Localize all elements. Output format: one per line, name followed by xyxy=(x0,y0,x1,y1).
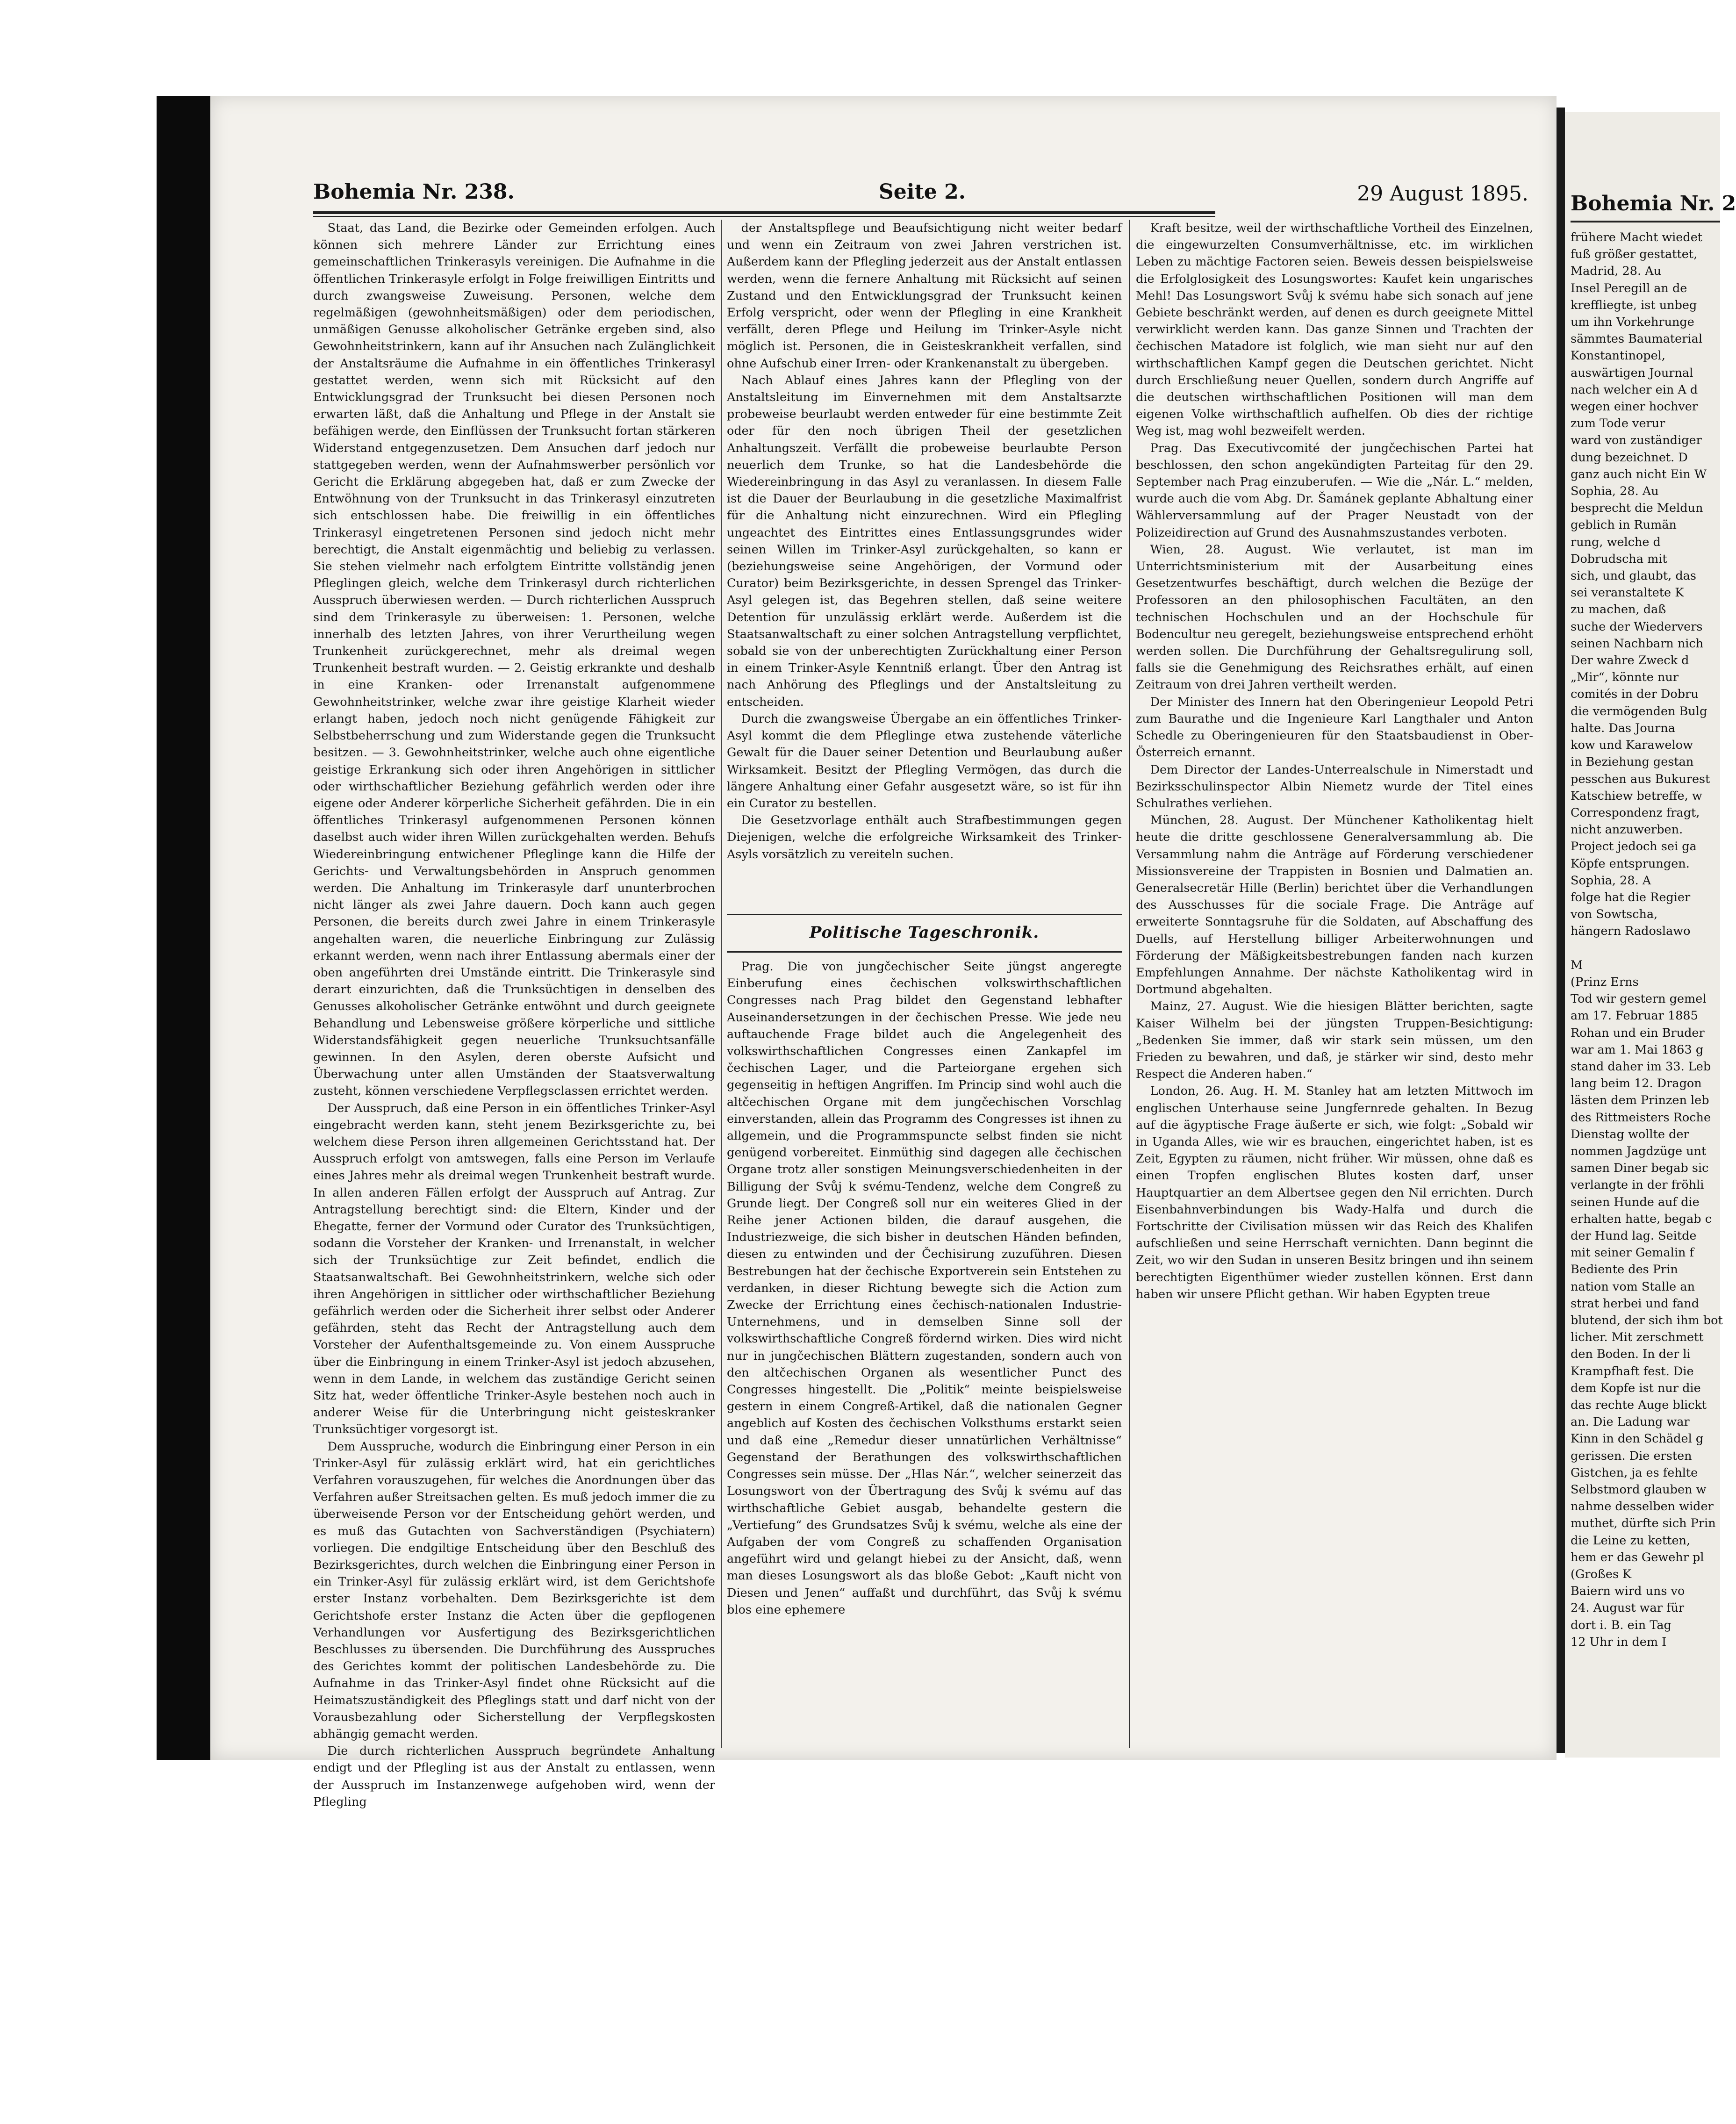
article-column-2-top xyxy=(727,220,1122,907)
page-header xyxy=(313,180,1528,208)
section-rule xyxy=(727,914,1122,915)
text-line: geblich in Rumän xyxy=(1571,518,1677,532)
text-line: Sophia, 28. A xyxy=(1571,873,1651,888)
section-rule xyxy=(727,951,1122,953)
text-line: dem Kopfe ist nur die xyxy=(1571,1381,1701,1395)
paragraph: Dem Ausspruche, wodurch die Einbringung einer Person in ein Trinker-Asyl für zulässig erklärt wird, hat ein gerichtliches Verfahren vorauszugehen, für welches die Anordnungen über das Verfahren außer Streitsachen gelten. Es muß jedoch immer die zu überweisende Person vor der Entscheidung gehört werden, und es muß das Gutachten von Sachverständigen (Psychiatern) vorliegen. Die endgiltige Entscheidung über den Beschluß des Bezirksgerichtes, durch welchen die Einbringung einer Person in ein Trinker-Asyl für zulässig erklärt wird, ist dem Gerichtshofe erster Instanz vorbehalten. Dem Bezirksgerichte ist dem Gerichtshofe erster Instanz die Acten über die gepflogenen Verhandlungen vor Ausfertigung des Bezirksgerichtlichen Beschlusses zu übersenden. Die Durchführung des Ausspruches des Gerichtes kommt der politischen Landesbehörde zu. Die Aufnahme in das Trinker-Asyl findet ohne Rücksicht auf die Heimatszuständigkeit des Pfleglings statt und darf nicht von der Vorausbezahlung oder Sicherstellung der Verpflegskosten abhängig gemacht werden. xyxy=(313,1439,715,1742)
text-line: Kinn in den Schädel g xyxy=(1571,1432,1704,1446)
text-line: Köpfe entsprungen. xyxy=(1571,856,1690,871)
text-line: fuß größer gestattet, xyxy=(1571,247,1698,262)
text-line: Der wahre Zweck d xyxy=(1571,653,1689,668)
issue-date: 29 August 1895. xyxy=(1357,182,1528,206)
header-rule xyxy=(1571,221,1720,222)
text-line: wegen einer hochver xyxy=(1571,400,1698,414)
text-line: halte. Das Journa xyxy=(1571,721,1675,735)
text-line: rung, welche d xyxy=(1571,535,1661,549)
text-line: nach welcher ein A d xyxy=(1571,382,1698,397)
text-line: seinen Nachbarn nich xyxy=(1571,636,1704,651)
paragraph: der Anstaltspflege und Beaufsichtigung nicht weiter bedarf und wenn ein Zeitraum von zwei Jahren verstrichen ist. Außerdem kann der Pflegling jederzeit aus der Anstalt entlassen werden, wenn die fernere Anhaltung mit Rücksicht auf seinen Zustand und den Entwicklungsgrad der Trunksucht keinen Erfolg verspricht, oder wenn der Pflegling in eine Krankheit verfällt, deren Pflege und Heilung im Trinker-Asyle nicht möglich ist. Personen, die in Geisteskrankheit verfallen, sind ohne Aufschub einer Irren- oder Krankenanstalt zu übergeben. xyxy=(727,221,1122,371)
text-line: nation vom Stalle an xyxy=(1571,1279,1695,1294)
text-line: Baiern wird uns vo xyxy=(1571,1584,1685,1599)
paragraph: Wien, 28. August. Wie verlautet, ist man im Unterrichtsministerium mit der Ausarbeitung eines Gesetzentwurfes beschäftigt, durch welchen die Bezüge der Professoren an den philosophischen Facultäten, an den technischen Hochschulen und an der Hochschule für Bodencultur neu geregelt, beziehungsweise entsprechend erhöht werden sollen. Die Durchführung der Gehaltsregulirung soll, falls sie die Genehmigung des Reichsrathes erhält, auf einen Zeitraum von drei Jahren vertheilt werden. xyxy=(1136,542,1533,692)
paragraph: Prag. Das Executivcomité der jungčechischen Partei hat beschlossen, den schon angekündigten Parteitag für den 29. September nach Prag einzuberufen. — Wie die „Nár. L.“ melden, wurde auch die vom Abg. Dr. Šamánek geplante Abhaltung einer Wählerversammlung auf der Prager Neustadt von der Polizeidirection auf Grund des Ausnahmszustandes verboten. xyxy=(1136,441,1533,540)
text-line: der Hund lag. Seitde xyxy=(1571,1228,1697,1243)
column-divider xyxy=(721,220,722,1748)
text-line: Selbstmord glauben w xyxy=(1571,1483,1707,1497)
text-line: folge hat die Regier xyxy=(1571,890,1691,904)
text-line: gerissen. Die ersten xyxy=(1571,1449,1692,1463)
text-line: in Beziehung gestan xyxy=(1571,755,1694,769)
text-line: samen Diner begab sic xyxy=(1571,1161,1709,1176)
text-line: sich, und glaubt, das xyxy=(1571,569,1696,583)
text-line: seinen Hunde auf die xyxy=(1571,1195,1700,1209)
text-line: des Rittmeisters Roche xyxy=(1571,1110,1711,1125)
text-line xyxy=(1571,940,1720,957)
text-line: sämmtes Baumaterial xyxy=(1571,332,1702,346)
text-line: dung bezeichnet. D xyxy=(1571,450,1688,465)
text-line: Rohan und ein Bruder xyxy=(1571,1026,1705,1040)
text-line: zum Tode verur xyxy=(1571,416,1665,431)
text-line: (Großes K xyxy=(1571,1567,1632,1582)
paragraph: Kraft besitze, weil der wirthschaftliche Vortheil des Einzelnen, die eingewurzelten Consumverhältnisse, etc. im wirklichen Leben zu mächtige Factoren seien. Beweis dessen beispielsweise die Erfolglosigkeit des Losungswortes: Kaufet kein ungarisches Mehl! Das Losungswort Svůj k svému habe sich sonach auf jene Gebiete beschränkt werden, auf denen es durch geeignete Mittel verwirklicht werden kann. Das ganze Sinnen und Trachten der čechischen Matadore ist folglich, wie man sieht nur auf den wirthschaftlichen Kampf gegen die Deutschen gerichtet. Nicht durch Erschließung neuer Quellen, sondern durch Angriffe auf die deutschen wirthschaftlichen Positionen will man dem eigenen Volke wirthschaftlich aufhelfen. Ob dies der richtige Weg ist, mag wohl bezweifelt werden. xyxy=(1136,221,1533,438)
paragraph: London, 26. Aug. H. M. Stanley hat am letzten Mittwoch im englischen Unterhause seine Jungfernrede gehalten. In Bezug auf die ägyptische Frage äußerte er sich, wie folgt: „Sobald wir in Uganda Alles, wie wir es brauchen, eingerichtet haben, ist es Zeit, Egypten zu räumen, nicht früher. Wir müssen, ohne daß es einen Tropfen englischen Blutes kosten darf, unser Hauptquartier an dem Albertsee gegen den Nil errichten. Durch Eisenbahnverbindungen bis Wady-Halfa und durch die Fortschritte der Civilisation müssen wir das Reich des Khalifen aufschließen und seine Herrschaft vernichten. Dann beginnt die Zeit, wo wir den Sudan in unseren Besitz bringen und ihn seinem berechtigten Eigenthümer wieder zustellen können. Erst dann haben wir unsere Pflicht gethan. Wir haben Egypten treue xyxy=(1136,1084,1533,1301)
text-line: Dobrudscha mit xyxy=(1571,552,1667,566)
paragraph: Staat, das Land, die Bezirke oder Gemeinden erfolgen. Auch können sich mehrere Länder zur Errichtung eines gemeinschaftlichen Trinkerasyls vereinigen. Die Aufnahme in die öffentlichen Trinkerasyle erfolgt in Folge freiwilligen Eintritts und durch zwangsweise Zuweisung. Personen, welche dem regelmäßigen (gewohnheitsmäßigen) oder dem periodischen, unmäßigen Genusse alkoholischer Getränke ergeben sind, also Gewohnheitstrinkern, kann auf ihr Ansuchen nach Zulänglichkeit der Anstaltsräume die Aufnahme in ein öffentliches Trinkerasyl gestattet werden, wenn sich mit Rücksicht auf den Entwicklungsgrad der Trunksucht bei diesen Personen noch erwarten läßt, daß die Anhaltung und Pflege in der Anstalt sie befähigen werde, den Einflüssen der Trunksucht fortan stärkeren Widerstand entgegenzusetzen. Dem Ansuchen darf jedoch nur stattgegeben werden, wenn der Aufnahmswerber persönlich vor Gericht die Erklärung abgegeben hat, daß er zum Zwecke der Entwöhnung von der Trunksucht in das Trinkerasyl einzutreten sich entschlossen habe. Die freiwillig in ein öffentliches Trinkerasyl eingetretenen Personen sind jedoch nicht mehr berechtigt, die Anstalt eigenmächtig und beliebig zu verlassen. Sie stehen vielmehr nach erfolgtem Eintritte vollständig jenen Pfleglingen gleich, welche dem Trinkerasyl durch richterlichen Ausspruch überwiesen werden. — Durch richterlichen Ausspruch sind dem Trinkerasyle zu überweisen: 1. Personen, welche innerhalb des letzten Jahres, von ihrer Verurtheilung wegen Trunkenheit zurückgerechnet, mehr als dreimal wegen Trunkenheit bestraft wurden. — 2. Geistig erkrankte und deshalb in eine Kranken- oder Irrenanstalt aufgenommene Gewohnheitstrinker, welche zwar ihre geistige Klarheit wieder erlangt haben, jedoch noch nicht genügende Fähigkeit zur Selbstbeherrschung und zum Widerstande gegen die Trunksucht besitzen. — 3. Gewohnheitstrinker, welche auch ohne eigentliche geistige Erkrankung sich oder ihren Angehörigen in sittlicher oder wirthschaftlicher Beziehung gefährlich werden oder ihre eigene oder Anderer körperliche Sicherheit gefährden. Die in ein öffentliches Trinkerasyl aufgenommenen Personen können daselbst auch wider ihren Willen zurückgehalten werden. Behufs Wiedereinbringung entwichener Pfleglinge kann die Hilfe der Gerichts- und Verwaltungsbehörden in Anspruch genommen werden. Die Anhaltung im Trinkerasyle darf ununterbrochen nicht länger als zwei Jahre dauern. Doch kann auch gegen Personen, die bereits durch zwei Jahre in einem Trinkerasyle angehalten waren, die neuerliche Einbringung zur Zulässig erkannt werden, wenn nach ihrer Entlassung abermals einer der oben angeführten drei Umstände eintritt. Die Trinkerasyle sind derart einzurichten, daß die Trunksüchtigen in denselben des Genusses alkoholischer Getränke entwöhnt und durch geeignete Behandlung und Lebensweise größere körperliche und sittliche Widerstandsfähigkeit gegen neuerliche Trunksuchtsanfälle gewinnen. In den Asylen, deren oberste Aufsicht und Überwachung unter allen Umständen der Staatsverwaltung zusteht, können verschiedene Verpflegsclassen errichtet werden. xyxy=(313,221,715,1098)
text-line: kreffliegte, ist unbeg xyxy=(1571,298,1697,312)
text-line: muthet, dürfte sich Prin xyxy=(1571,1516,1716,1531)
paragraph: Nach Ablauf eines Jahres kann der Pflegling von der Anstaltsleitung im Einvernehmen mit dem Anstaltsarzte probeweise beurlaubt werden entweder für eine bestimmte Zeit oder für den noch übrigen Theil der gesetzlichen Anhaltungszeit. Verfällt die probeweise beurlaubte Person neuerlich dem Trunke, so hat die Landesbehörde die Wiedereinbringung in das Asyl zu veranlassen. In diesem Falle ist die Dauer der Beurlaubung in die gesetzliche Maximalfrist für die Anhaltung nicht einzurechnen. Wird ein Pflegling ungeachtet des Eintrittes eines Entlassungsgrundes wider seinen Willen im Trinker-Asyl zurückgehalten, so kann er (beziehungsweise seine Angehörigen, der Vormund oder Curator) beim Bezirksgerichte, in dessen Sprengel das Trinker-Asyl gelegen ist, das Begehren stellen, daß seine weitere Detention für unzulässig erklärt werde. Außerdem ist die Staatsanwaltschaft zu einer solchen Antragstellung verpflichtet, sobald sie von der unberechtigten Zurückhaltung einer Person in einem Trinker-Asyle Kenntniß erlangt. Über den Antrag ist nach Anhörung des Pfleglings und der Anstaltsleitung zu entscheiden. xyxy=(727,373,1122,709)
section-heading: Politische Tageschronik. xyxy=(809,923,1040,942)
text-line: M xyxy=(1571,958,1583,972)
text-line: blutend, der sich ihm bot xyxy=(1571,1313,1723,1328)
text-line: lang beim 12. Dragon xyxy=(1571,1076,1702,1091)
text-line: strat herbei und fand xyxy=(1571,1296,1700,1311)
paragraph: Mainz, 27. August. Wie die hiesigen Blätter berichten, sagte Kaiser Wilhelm bei der jüngsten Truppen-Besichtigung: „Bedenken Sie immer, daß wir stark sein müssen, um den Frieden zu bewahren, und daß, je stärker wir sind, desto mehr Respect die Anderen haben.“ xyxy=(1136,999,1533,1082)
text-line: comités in der Dobru xyxy=(1571,687,1699,702)
text-line: verlangte in der fröhli xyxy=(1571,1178,1704,1192)
text-line: sei veranstaltete K xyxy=(1571,586,1684,600)
text-line: mit seiner Gemalin f xyxy=(1571,1246,1694,1260)
adjacent-page-column xyxy=(1571,229,1723,1748)
text-line: um ihn Vorkehrunge xyxy=(1571,315,1694,330)
header-rule xyxy=(313,211,1215,214)
adjacent-page-fragment xyxy=(1565,112,1736,1758)
paragraph: Die durch richterlichen Ausspruch begründete Anhaltung endigt und der Pflegling ist aus der Anstalt zu entlassen, wenn der Ausspruch im Instanzenwege aufgehoben wird, wenn der Pflegling xyxy=(313,1744,715,1809)
text-line: war am 1. Mai 1863 g xyxy=(1571,1042,1704,1057)
column-divider xyxy=(1129,220,1130,1748)
text-line: (Prinz Erns xyxy=(1571,975,1639,989)
paragraph: Dem Director der Landes-Unterrealschule in Nimerstadt und Bezirksschulinspector Albin Niemetz wurde der Titel eines Schulrathes verliehen. xyxy=(1136,762,1533,811)
text-line: zu machen, daß xyxy=(1571,603,1666,617)
text-line: Insel Peregill an de xyxy=(1571,281,1687,295)
text-line: licher. Mit zerschmett xyxy=(1571,1330,1704,1345)
text-line: „Mir“, könnte nur xyxy=(1571,670,1679,685)
text-line: Katschiew betreffe, w xyxy=(1571,789,1702,803)
text-line: besprecht die Meldun xyxy=(1571,501,1703,516)
text-line: Bediente des Prin xyxy=(1571,1263,1678,1277)
text-line: 12 Uhr in dem I xyxy=(1571,1635,1667,1649)
paragraph: Durch die zwangsweise Übergabe an ein öffentliches Trinker-Asyl kommt die dem Pfleglinge etwa zustehende väterliche Gewalt für die Dauer seiner Detention und Beurlaubung außer Wirksamkeit. Besitzt der Pflegling Vermögen, das durch die längere Anhaltung einer Gefahr ausgesetzt wäre, so ist für ihn ein Curator zu bestellen. xyxy=(727,711,1122,811)
text-line: ward von zuständiger xyxy=(1571,433,1702,448)
text-line: nicht anzuwerben. xyxy=(1571,823,1683,837)
header-rule-thin xyxy=(313,216,1215,217)
text-line: erhalten hatte, begab c xyxy=(1571,1212,1712,1226)
text-line: auswärtigen Journal xyxy=(1571,366,1693,380)
text-line: hem er das Gewehr pl xyxy=(1571,1550,1704,1564)
text-line: von Sowtscha, xyxy=(1571,907,1658,922)
text-line: an. Die Ladung war xyxy=(1571,1415,1690,1429)
text-line: hängern Radoslawo xyxy=(1571,924,1691,939)
text-line: Sophia, 28. Au xyxy=(1571,484,1659,499)
text-line: ganz auch nicht Ein W xyxy=(1571,467,1707,481)
text-line: Madrid, 28. Au xyxy=(1571,264,1662,279)
article-column-3 xyxy=(1136,220,1533,1748)
article-column-2-bottom xyxy=(727,958,1122,1748)
text-line: lästen dem Prinzen leb xyxy=(1571,1093,1709,1108)
text-line: Krampfhaft fest. Die xyxy=(1571,1364,1694,1378)
text-line: suche der Wiedervers xyxy=(1571,619,1703,634)
text-line: stand daher im 33. Leb xyxy=(1571,1059,1711,1074)
paragraph: Die Gesetzvorlage enthält auch Strafbestimmungen gegen Diejenigen, welche die erfolgreiche Wirksamkeit des Trinker-Asyls vorsätzlich zu vereiteln suchen. xyxy=(727,813,1122,861)
page-gutter xyxy=(1557,108,1565,1753)
text-line: Konstantinopel, xyxy=(1571,349,1665,363)
text-line: kow und Karawelow xyxy=(1571,738,1693,753)
text-line: am 17. Februar 1885 xyxy=(1571,1009,1698,1023)
text-line: frühere Macht wiedet xyxy=(1571,230,1703,244)
text-line: Correspondenz fragt, xyxy=(1571,805,1700,820)
text-line: Gistchen, ja es fehlte xyxy=(1571,1465,1698,1480)
paragraph: Prag. Die von jungčechischer Seite jüngst angeregte Einberufung eines čechischen volkswirthschaftlichen Congresses nach Prag bildet den Gegenstand lebhafter Auseinandersetzungen in der čechischen Presse. Wie jede neu auftauchende Frage bildet auch die Angelegenheit des volkswirthschaftlichen Congresses einen Zankapfel im čechischen Lager, und die Parteiorgane ergehen sich gegenseitig in heftigen Angriffen. Im Princip sind wohl auch die altčechischen Organe mit dem jungčechischen Vorschlag einverstanden, allein das Programm des Congresses ist ihnen zu allgemein, und die Programmspuncte selbst finden sie nicht genügend vorbereitet. Einmüthig sind dagegen alle čechischen Organe trotz aller sonstigen Meinungsverschiedenheiten in der Billigung der Svůj k svému-Tendenz, welche dem Congreß zu Grunde liegt. Der Congreß soll nur ein weiteres Glied in der Reihe jener Actionen bilden, die darauf ausgehen, die Industriezweige, die sich bisher in deutschen Händen befinden, diesen zu entwinden und der Čechisirung zuzuführen. Diesen Bestrebungen hat der čechische Exportverein sein Entstehen zu verdanken, in dieser Richtung bewegte sich die Action zum Zwecke der Errichtung eines čechisch-nationalen Industrie-Unternehmens, und in demselben Sinne soll der volkswirthschaftliche Congreß fördernd wirken. Dies wird nicht nur in jungčechischen Blättern zugestanden, sondern auch von den altčechischen Organen als wesentlicher Punct des Congresses hingestellt. Die „Politik“ meinte beispielsweise gestern in einem Congreß-Artikel, daß die nationalen Gegner angeblich auf Kosten des čechischen Volksthums erstarkt seien und daß eine „Remedur dieser unnatürlichen Verhältnisse“ Gegenstand der Berathungen des volkswirthschaftlichen Congresses sein müsse. Der „Hlas Nár.“, welcher seinerzeit das Losungswort von der Übertragung des Svůj k svému auf das wirthschaftliche Gebiet ausgab, behandelte gestern die „Vertiefung“ des Grundsatzes Svůj k svému, welche als eine der Aufgaben der vom Congreß zu schaffenden Organisation angeführt wird und gelangt hiebei zu der Ansicht, daß, wenn man dieses Losungswort als das bloße Gebot: „Kauft nicht von Diesen und Jenen“ auffaßt und durchführt, das Svůj k svému blos eine ephemere xyxy=(727,960,1122,1617)
paragraph: München, 28. August. Der Münchener Katholikentag hielt heute die dritte geschlossene Generalversammlung ab. Die Versammlung nahm die Anträge auf Förderung verschiedener Missionsvereine der Trappisten in Bosnien und Dalmatien an. Generalsecretär Hille (Berlin) berichtet über die Verhandlungen des Ausschusses für die sociale Frage. Die Anträge auf erweiterte Sonntagsruhe für die Soldaten, auf Abschaffung des Duells, auf Herstellung billiger Arbeiterwohnungen und Förderung der Mäßigkeitsbestrebungen fanden nach kurzen Empfehlungen Annahme. Der nächste Katholikentag wird in Dortmund abgehalten. xyxy=(1136,813,1533,997)
text-line: 24. August war für xyxy=(1571,1601,1685,1615)
text-line: pesschen aus Bukurest xyxy=(1571,772,1710,786)
text-line: Dienstag wollte der xyxy=(1571,1127,1689,1141)
text-line: nahme desselben wider xyxy=(1571,1500,1714,1514)
page-number: Seite 2. xyxy=(879,180,966,204)
adjacent-page-header: Bohemia Nr. 2 xyxy=(1571,192,1736,215)
book-spine-edge xyxy=(157,96,213,1760)
text-line: nommen Jagdzüge unt xyxy=(1571,1144,1707,1158)
paragraph: Der Minister des Innern hat den Oberingenieur Leopold Petri zum Baurathe und die Ingenieure Karl Langthaler und Anton Schedle zu Oberingenieuren für den Staatsbaudienst in Ober-Österreich ernannt. xyxy=(1136,695,1533,760)
text-line: Project jedoch sei ga xyxy=(1571,840,1697,854)
text-line: Tod wir gestern gemel xyxy=(1571,992,1707,1006)
text-line: das rechte Auge blickt xyxy=(1571,1398,1707,1413)
text-line: dort i. B. ein Tag xyxy=(1571,1618,1671,1632)
article-column-1 xyxy=(313,220,715,1809)
text-line: den Boden. In der li xyxy=(1571,1347,1691,1362)
paragraph: Der Ausspruch, daß eine Person in ein öffentliches Trinker-Asyl eingebracht werden kann, steht jenem Bezirksgerichte zu, bei welchem diese Person ihren allgemeinen Gerichtsstand hat. Der Ausspruch erfolgt von amtswegen, falls eine Person im Verlaufe eines Jahres mehr als dreimal wegen Trunkenheit bestraft wurde. In allen anderen Fällen erfolgt der Ausspruch auf Antrag. Zur Antragstellung berechtigt sind: die Eltern, Kinder und der Ehegatte, ferner der Vormund oder Curator des Trunksüchtigen, sodann die Vorsteher der Kranken- und Irrenanstalt, in welcher sich der Trunksüchtige zur Zeit befindet, endlich die Staatsanwaltschaft. Bei Gewohnheitstrinkern, welche sich oder ihren Angehörigen in sittlicher oder wirthschaftlicher Beziehung gefährlich werden oder die Sicherheit ihrer selbst oder Anderer gefährden, steht das Recht der Antragstellung auch dem Vorsteher der Aufenthaltsgemeinde zu. Von einem Ausspruche über die Einbringung in einem Trinker-Asyl ist jedoch abzusehen, wenn in dem Lande, in welchem das zuständige Gericht seinen Sitz hat, weder öffentliche Trinker-Asyle bestehen noch auch in anderer Weise für die Unterbringung nicht geisteskranker Trunksüchtiger vorgesorgt ist. xyxy=(313,1101,715,1437)
masthead-issue: Bohemia Nr. 238. xyxy=(313,180,515,204)
text-line: die Leine zu ketten, xyxy=(1571,1533,1691,1548)
text-line: die vermögenden Bulg xyxy=(1571,704,1707,718)
